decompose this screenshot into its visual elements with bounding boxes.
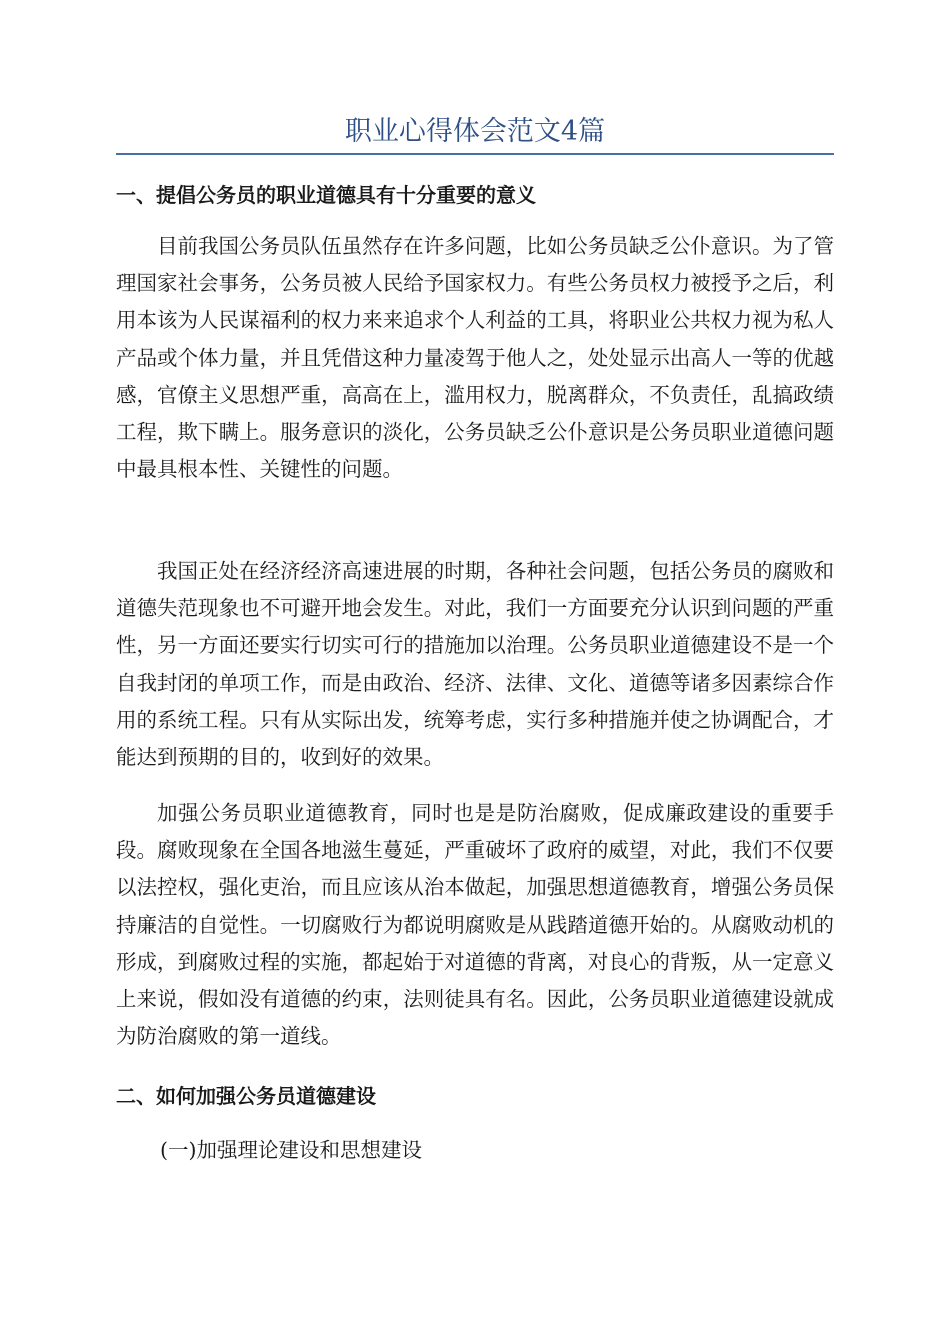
paragraph-3: 加强公务员职业道德教育，同时也是是防治腐败，促成廉政建设的重要手段。腐败现象在全国各地滋生蔓延，严重破坏了政府的威望，对此，我们不仅要以法控权，强化吏治，而且应该从治本做起，加强思想道德教育，增强公务员保持廉洁的自觉性。一切腐败行为都说明腐败是从践踏道德开始的。从腐败动机的形成，到腐败过程的实施，都起始于对道德的背离，对良心的背叛，从一定意义上来说，假如没有道德的约束，法则徒具有名。因此，公务员职业道德建设就成为防治腐败的第一道线。 [116,801,834,1049]
title-underline [116,153,834,155]
section-heading-1: 一、提倡公务员的职业道德具有十分重要的意义 [116,183,536,207]
paragraph-2: 我国正处在经济经济高速进展的时期，各种社会问题，包括公务员的腐败和道德失范现象也不可避开地会发生。对此，我们一方面要充分认识到问题的严重性，另一方面还要实行切实可行的措施加以治理。公务员职业道德建设不是一个自我封闭的单项工作，而是由政治、经济、法律、文化、道德等诸多因素综合作用的系统工程。只有从实际出发，统筹考虑，实行多种措施并使之协调配合，才能达到预期的目的，收到好的效果。 [116,559,834,770]
subsection-heading-1: (一)加强理论建设和思想建设 [160,1138,422,1162]
section-heading-2: 二、如何加强公务员道德建设 [116,1084,376,1108]
paragraph-1: 目前我国公务员队伍虽然存在许多问题，比如公务员缺乏公仆意识。为了管理国家社会事务，公务员被人民给予国家权力。有些公务员权力被授予之后，利用本该为人民谋福利的权力来来追求个人利益的工具，将职业公共权力视为私人产品或个体力量，并且凭借这种力量凌驾于他人之，处处显示出高人一等的优越感，官僚主义思想严重，高高在上，滥用权力，脱离群众，不负责任，乱搞政绩工程，欺下瞒上。服务意识的淡化，公务员缺乏公仆意识是公务员职业道德问题中最具根本性、关键性的问题。 [116,234,834,482]
document-title: 职业心得体会范文4篇 [344,116,606,147]
